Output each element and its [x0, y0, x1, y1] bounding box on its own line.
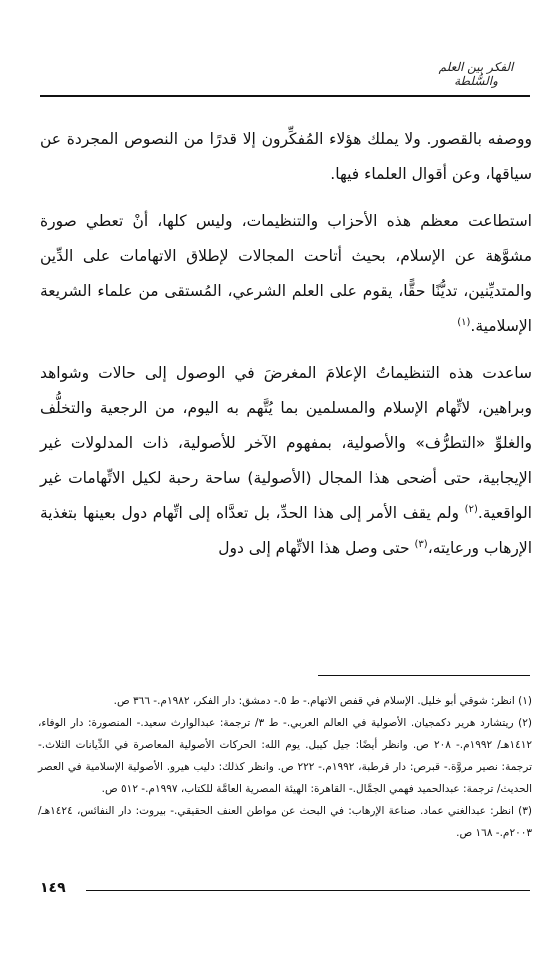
footnote-1: (١) انظر: شوقي أبو خليل. الإسلام في قفص الاتهام.- ط ٥.- دمشق: دار الفكر، ١٩٨٢م.- ٣٦٦ ص. — [113, 695, 532, 707]
header-rule — [40, 95, 530, 97]
running-head: الفكر بين العلم والسُّلطة — [438, 60, 514, 88]
page-footer — [40, 880, 530, 900]
footnote-3: (٣) انظر: عبدالغني عماد. صناعة الإرهاب: في البحث عن مواطن العنف الحقيقي.- بيروت: دار النفائس، ١٤٢٤هـ/ ٢٠٠٣م.- ١٦٨ ص. — [38, 805, 532, 839]
footnote-ref-1[interactable]: (١) — [457, 316, 471, 328]
footer-rule — [86, 890, 530, 891]
paragraph-3-continuation: ولم يقف الأمر إلى هذا الحدِّ، بل تعدَّاه إلى اتِّهام دول بعينها بتغذية الإرهاب ورعايته، — [40, 504, 532, 557]
paragraph-3-tail: حتى وصل هذا الاتِّهام إلى دول — [218, 539, 410, 557]
paragraph-1: ووصفه بالقصور. ولا يملك هؤلاء المُفكِّرون إلا قدرًا من النصوص المجردة عن سياقها، وعن أقوال العلماء فيها. — [40, 130, 532, 183]
footnote-ref-3[interactable]: (٣) — [414, 538, 428, 550]
footnote-separator — [318, 675, 530, 676]
paragraph-3 — [40, 356, 532, 566]
body-text — [40, 122, 532, 566]
footnote-2: (٢) ريتشارد هرير دكمجيان. الأصولية في العالم العربي.- ط ٣/ ترجمة: عبدالوارث سعيد.- المنصورة: دار الوفاء، ١٤١٢هـ/ ١٩٩٢م.- ٢٠٨ ص. وانظر أيضًا: جيل كيبل. يوم الله: الحركات الأصولية المعاصرة في الدِّيانات الثلاث.- ترجمة: نصير مروَّة.- قبرص: دار قرطبة، ١٩٩٢م.- ٢٢٢ ص. وانظر كذلك: دليب هيرو. الأصولية الإسلامية في العصر الحديث/ ترجمة: عبدالحميد فهمي الجمَّال.- القاهرة: الهيئة المصرية العامَّة للكتاب، ١٩٩٧م.- ٥١٢ ص. — [38, 717, 533, 795]
paragraph-2 — [40, 204, 532, 344]
paragraph-2-text: استطاعت معظم هذه الأحزاب والتنظيمات، وليس كلها، أنْ تعطي صورة مشوَّهة عن الإسلام، بحيث أتاحت المجالات لإطلاق الاتهامات على الدِّين والمتديِّنين، تديُّنًا حقًّا، يقوم على العلم الشرعي، المُستقى من علماء الشريعة الإسلامية. — [40, 212, 532, 335]
paragraph-3-text: ساعدت هذه التنظيماتُ الإعلامَ المغرضَ في الوصول إلى حالات وشواهد وبراهين، لاتِّهام الإسلام والمسلمين بما يُتَّهم به اليوم، من الرجعية والتخلُّف والغلوِّ «التطرُّف» والأصولية، بمفهوم الآخر للأصولية، ذات المدلولات غير الإيجابية، حتى أضحى هذا المجال (الأصولية) ساحة رحبة لكيل الاتِّهامات غير الواقعية. — [40, 364, 532, 522]
page-number: ١٤٩ — [40, 880, 66, 896]
footnotes — [38, 690, 532, 844]
footnote-ref-2[interactable]: (٢) — [464, 503, 478, 515]
